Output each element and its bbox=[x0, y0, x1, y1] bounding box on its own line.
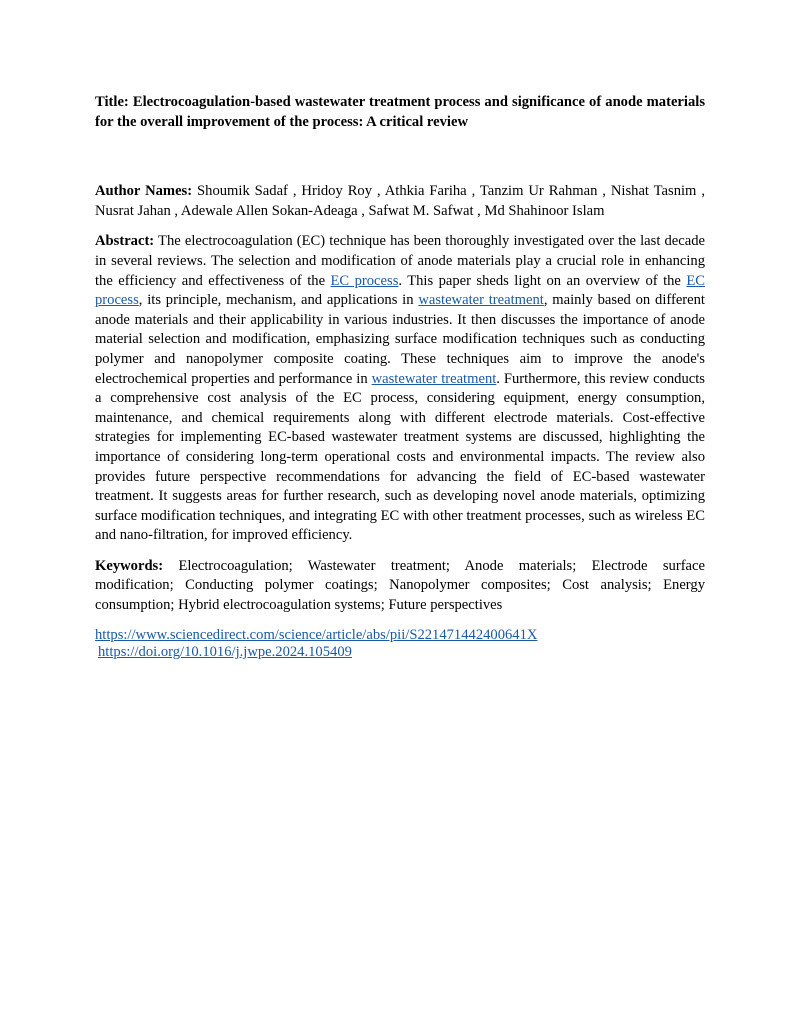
abstract-text-2: . This paper sheds light on an overview of the bbox=[398, 272, 681, 289]
title-label: Title: bbox=[95, 94, 129, 110]
ec-process-link-1[interactable]: EC process bbox=[330, 272, 399, 289]
authors-block bbox=[95, 182, 705, 221]
doi-link[interactable]: https://doi.org/10.1016/j.jwpe.2024.105409 bbox=[98, 643, 352, 660]
ec-process-link-2[interactable]: EC process bbox=[95, 272, 706, 309]
wastewater-treatment-link-1[interactable]: wastewater treatment bbox=[418, 292, 544, 309]
keywords-text: Electrocoagulation; Wastewater treatment; Anode materials; Electrode surface modification; Conducting polymer coatings; Nanopolymer composites; Cost analysis; Energy consumption; Hybrid electrocoagulation systems; Future perspectives bbox=[95, 557, 705, 614]
abstract-text-4: , mainly based on different anode materials and their applicability in various industries. It then discusses the importance of anode material selection and modification, emphasizing surface modification techniques such as conducting polymer and nanopolymer composite coating. These techniques aim to improve the anode's electrochemical properties and performance in bbox=[95, 292, 705, 387]
abstract-text-1: The electrocoagulation (EC) technique has been thoroughly investigated over the last decade in several reviews. The selection and modification of anode materials play a crucial role in enhancing the efficiency and effectiveness of the bbox=[95, 233, 705, 289]
author-names: Shoumik Sadaf , Hridoy Roy , Athkia Fariha , Tanzim Ur Rahman , Nishat Tasnim , Nusrat Jahan , Adewale Allen Sokan-Adeaga , Safwat M. Safwat , Md Shahinoor Islam bbox=[95, 183, 705, 219]
wastewater-treatment-link-2[interactable]: wastewater treatment bbox=[371, 370, 497, 387]
keywords-label: Keywords: bbox=[95, 557, 164, 574]
abstract-text-3: , its principle, mechanism, and applications in bbox=[138, 292, 414, 309]
paper-title: Electrocoagulation-based wastewater treatment process and significance of anode materials for the overall improvement of the process: A critical review bbox=[95, 94, 705, 130]
title-block bbox=[95, 93, 705, 132]
keywords-block bbox=[95, 557, 705, 616]
authors-label: Author Names: bbox=[95, 183, 193, 200]
abstract-text-5: . Furthermore, this review conducts a comprehensive cost analysis of the EC process, considering equipment, energy consumption, maintenance, and chemical requirements along with different electrode materials. Cost-effective strategies for implementing EC-based wastewater treatment systems are discussed, highlighting the importance of considering long-term operational costs and environmental impacts. The review also provides future perspective recommendations for advancing the field of EC-based wastewater treatment. It suggests areas for further research, such as developing novel anode materials, optimizing surface modification techniques, and integrating EC with other treatment processes, such as wireless EC and nano-filtration, for improved efficiency. bbox=[95, 370, 705, 544]
reference-links bbox=[95, 627, 705, 661]
abstract-label: Abstract: bbox=[95, 233, 155, 250]
abstract-block bbox=[95, 232, 705, 546]
sciencedirect-link[interactable]: https://www.sciencedirect.com/science/article/abs/pii/S221471442400641X bbox=[95, 626, 538, 643]
